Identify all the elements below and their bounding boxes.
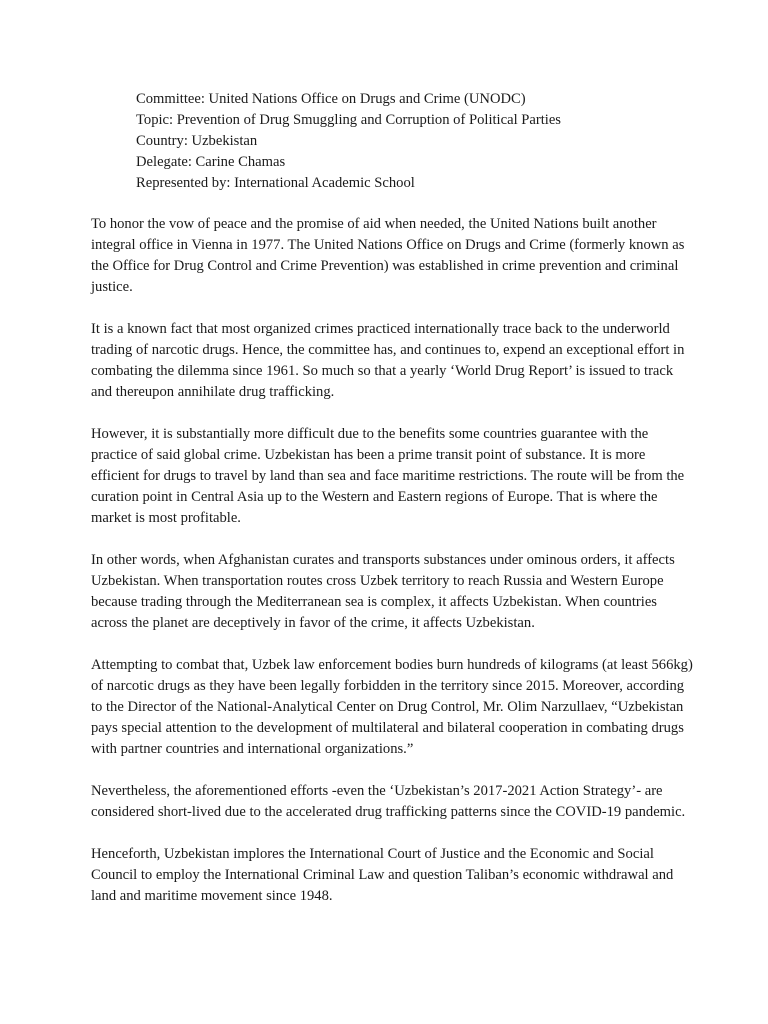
delegate-line: Delegate: Carine Chamas [136,154,286,170]
represented-by-line: Represented by: International Academic School [136,175,415,191]
paragraph-introduction: To honor the vow of peace and the promise of aid when needed, the United Nations built another integral office in Vienna in 1977. The United Nations Office on Drugs and Crime (formerly known as the Office for Drug Control and Crime Prevention) was established in crime prevention and criminal justice. [91,216,685,295]
country-line: Country: Uzbekistan [136,133,258,149]
paragraph-action-strategy: Nevertheless, the aforementioned efforts -even the ‘Uzbekistan’s 2017-2021 Action Strategy’- are considered short-lived due to the accelerated drug trafficking patterns since the COVID-19 pandemic. [91,783,686,820]
paragraph-organized-crime: It is a known fact that most organized crimes practiced internationally trace back to the underworld trading of narcotic drugs. Hence, the committee has, and continues to, expend an exceptional effort in combating the dilemma since 1961. So much so that a yearly ‘World Drug Report’ is issued to track and thereupon annihilate drug trafficking. [91,321,685,400]
paragraph-conclusion: Henceforth, Uzbekistan implores the International Court of Justice and the Economic and Social Council to employ the International Criminal Law and question Taliban’s economic withdrawal and land and maritime movement since 1948. [91,846,674,904]
paragraph-affects-uzbekistan: In other words, when Afghanistan curates and transports substances under ominous orders, it affects Uzbekistan. When transportation routes cross Uzbek territory to reach Russia and Western Europe because trading through the Mediterranean sea is complex, it affects Uzbekistan. When countries across the planet are deceptively in favor of the crime, it affects Uzbekistan. [91,552,675,631]
paragraph-law-enforcement: Attempting to combat that, Uzbek law enforcement bodies burn hundreds of kilograms (at least 566kg) of narcotic drugs as they have been legally forbidden in the territory since 2015. Moreover, according to the Director of the National-Analytical Center on Drug Control, Mr. Olim Narzullaev, “Uzbekistan pays special attention to the development of multilateral and bilateral cooperation in combating drugs with partner countries and international organizations.” [91,657,693,757]
topic-line: Topic: Prevention of Drug Smuggling and Corruption of Political Parties [136,112,561,128]
committee-line: Committee: United Nations Office on Drugs and Crime (UNODC) [136,91,526,107]
document-header [136,89,694,194]
paragraph-transit-point: However, it is substantially more difficult due to the benefits some countries guarantee with the practice of said global crime. Uzbekistan has been a prime transit point of substance. It is more efficient for drugs to travel by land than sea and face maritime restrictions. The route will be from the curation point in Central Asia up to the Western and Eastern regions of Europe. That is where the market is most profitable. [91,426,685,526]
